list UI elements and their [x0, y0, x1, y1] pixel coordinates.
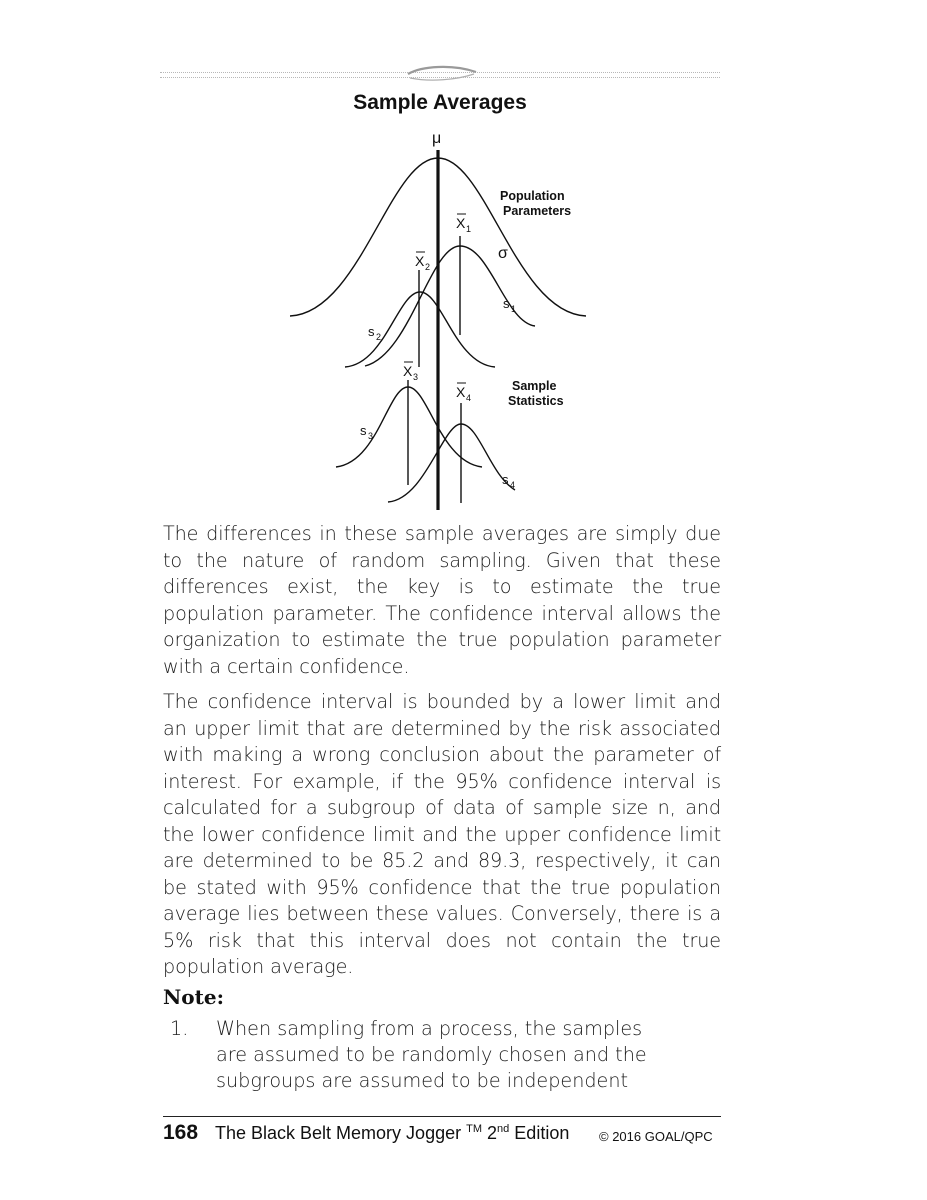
paragraph-random-sampling: The differences in these sample averages are simply due to the nature of random sampling. Given that these differences exist, the key is to estimate the true population parameter. The confidence interval allows the organization to estimate the true population parameter with a certain confidence.	[163, 522, 721, 678]
s-4-label	[502, 472, 515, 490]
xbar-4-label	[456, 383, 471, 403]
svg-text:X: X	[456, 215, 466, 231]
paragraph-confidence-interval: The confidence interval is bounded by a lower limit and an upper limit that are determined by the risk associated with making a wrong conclusion about the parameter of interest. For example, if the 95% confidence interval is calculated for a subgroup of data of sample size n, and the lower confidence limit and the upper confidence limit are determined to be 85.2 and 89.3, respectively, it can be stated with 95% confidence that the true population average lies between these values. Conversely, there is a 5% risk that this interval does not contain the true population average.	[163, 690, 721, 978]
page-footer	[163, 1121, 723, 1151]
svg-text:s: s	[360, 423, 367, 438]
svg-text:X: X	[456, 384, 466, 400]
svg-text:2: 2	[376, 332, 382, 342]
xbar-1-label	[456, 214, 471, 234]
edition-word: Edition	[514, 1123, 570, 1143]
sample-averages-diagram	[0, 0, 927, 520]
svg-text:X: X	[403, 363, 413, 379]
sample-1-curve	[365, 246, 535, 366]
s-3-label	[360, 423, 373, 441]
xbar-3-label	[403, 362, 418, 382]
xbar-2-label	[415, 252, 430, 272]
copyright-notice: © 2016 GOAL/QPC	[599, 1129, 713, 1144]
note-item	[170, 1016, 690, 1094]
svg-text:s: s	[368, 324, 375, 339]
s-2-label	[368, 324, 381, 342]
sigma-label: σ	[498, 245, 508, 262]
svg-text:X: X	[415, 253, 425, 269]
figure-title: Sample Averages	[353, 91, 527, 114]
sample-4-curve	[388, 424, 515, 502]
footer-rule	[163, 1116, 721, 1117]
edition-suffix: nd	[497, 1123, 510, 1135]
svg-text:s: s	[502, 472, 509, 487]
svg-text:3: 3	[413, 372, 419, 382]
population-label-line2: Parameters	[503, 204, 572, 218]
page-number: 168	[163, 1121, 199, 1144]
note-item-number: 1.	[170, 1017, 189, 1040]
svg-text:1: 1	[466, 224, 472, 234]
svg-text:s: s	[503, 296, 510, 311]
edition-number: 2	[487, 1123, 498, 1143]
book-title-text: The Black Belt Memory Jogger	[215, 1123, 462, 1143]
trademark-mark: TM	[466, 1123, 482, 1135]
book-title	[215, 1123, 569, 1144]
svg-text:2: 2	[425, 262, 431, 272]
note-item-text: When sampling from a process, the samples are assumed to be randomly chosen and the subgroups are assumed to be independent	[216, 1017, 647, 1092]
sample-label-line1: Sample	[512, 379, 557, 393]
note-heading: Note:	[163, 985, 224, 1009]
svg-text:3: 3	[368, 431, 374, 441]
svg-text:4: 4	[466, 393, 472, 403]
population-label-line1: Population	[500, 189, 565, 203]
svg-text:1: 1	[511, 304, 517, 314]
mu-label: μ	[432, 130, 442, 147]
svg-text:4: 4	[510, 480, 516, 490]
sample-label-line2: Statistics	[508, 394, 564, 408]
